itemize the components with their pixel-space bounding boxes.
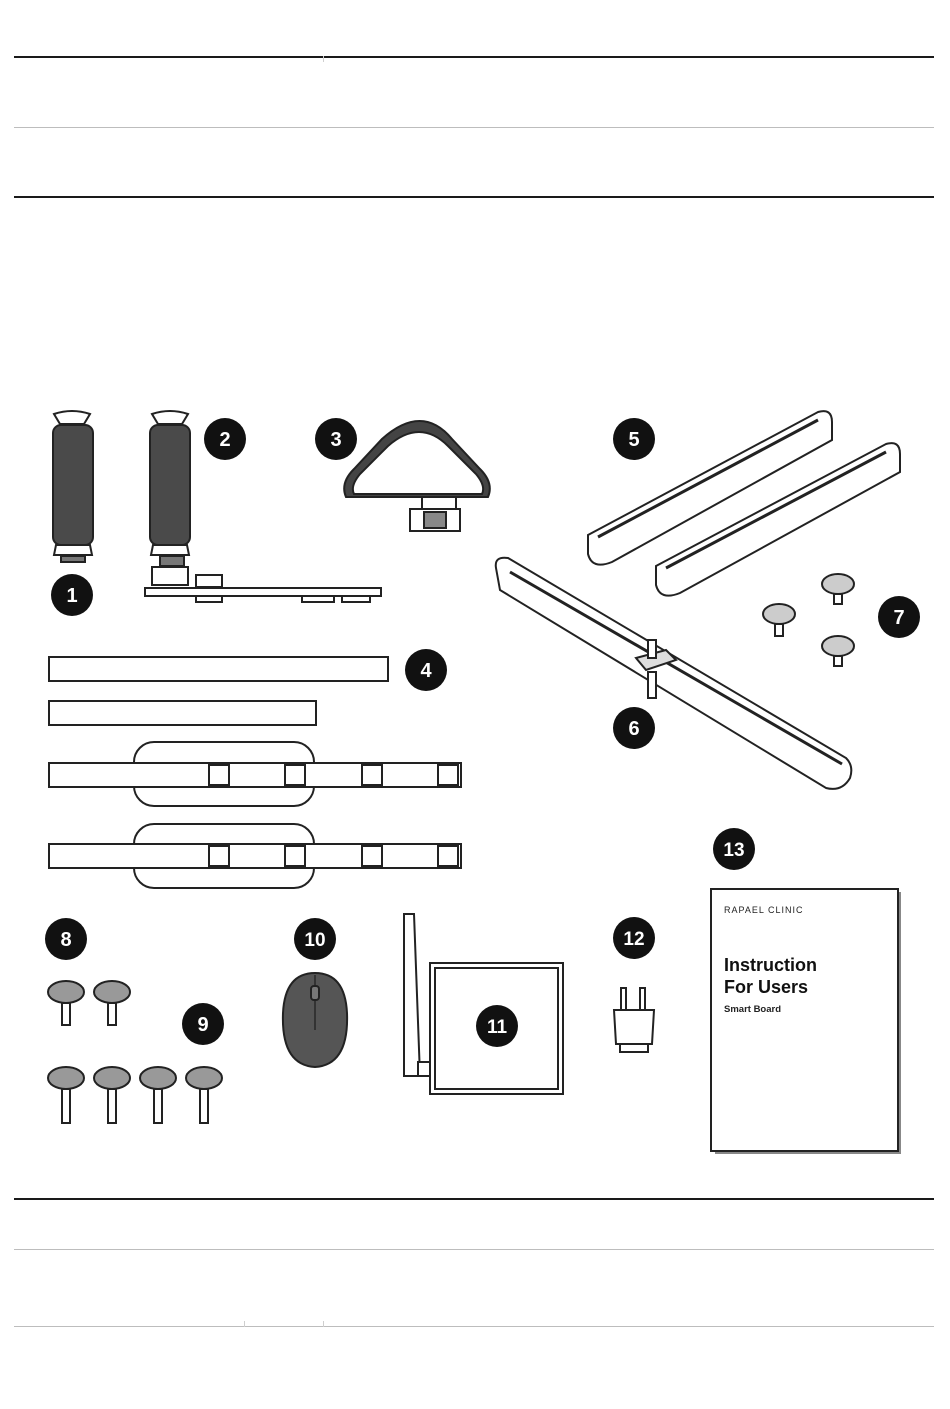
manual-title-line2: For Users (724, 977, 809, 997)
part-badge-11 (476, 1005, 518, 1047)
part-number: 12 (623, 929, 645, 950)
table-rule (14, 127, 934, 128)
knobs-illustration (763, 574, 854, 666)
part-number: 6 (628, 718, 640, 740)
part-number: 1 (66, 585, 78, 607)
part-badge-3 (315, 418, 357, 460)
part-badge-4 (405, 649, 447, 691)
part-number: 5 (628, 429, 640, 451)
table-rule (14, 1249, 934, 1250)
part-number: 13 (723, 840, 745, 861)
screws-illustration (48, 981, 222, 1123)
part-number: 4 (420, 660, 432, 682)
table-rule-bottom (14, 1326, 934, 1327)
mouse-illustration (283, 973, 347, 1067)
manual-brand: RAPAEL CLINIC (724, 905, 804, 915)
manual-subtitle: Smart Board (724, 1004, 782, 1015)
column-divider (323, 1321, 324, 1327)
part-badge-7 (878, 596, 920, 638)
part-badge-13 (713, 828, 755, 870)
part-badge-12 (613, 917, 655, 959)
column-divider (323, 56, 324, 62)
arm-rest-illustration (344, 421, 490, 531)
grip-handle-illustration (53, 411, 93, 562)
part-badge-9 (182, 1003, 224, 1045)
table-rule (14, 1198, 934, 1200)
power-adapter-illustration (614, 988, 654, 1052)
part-number: 7 (893, 607, 905, 629)
part-number: 3 (330, 429, 342, 451)
part-badge-6 (613, 707, 655, 749)
manual-title-line1: Instruction (724, 955, 817, 975)
part-number: 9 (197, 1014, 209, 1036)
table-rule-top (14, 56, 934, 58)
user-manual-illustration (711, 889, 901, 1154)
straps-illustration (49, 657, 461, 888)
components-figure (0, 395, 950, 1170)
table-rule (14, 196, 934, 198)
column-divider (244, 1321, 245, 1327)
part-badge-1 (51, 574, 93, 616)
part-badge-2 (204, 418, 246, 460)
part-number: 10 (304, 930, 326, 951)
receiver-illustration (404, 914, 563, 1094)
part-number: 8 (60, 929, 72, 951)
part-badge-5 (613, 418, 655, 460)
part-badge-10 (294, 918, 336, 960)
part-number: 2 (219, 429, 231, 451)
part-badge-8 (45, 918, 87, 960)
part-number: 11 (486, 1017, 508, 1038)
